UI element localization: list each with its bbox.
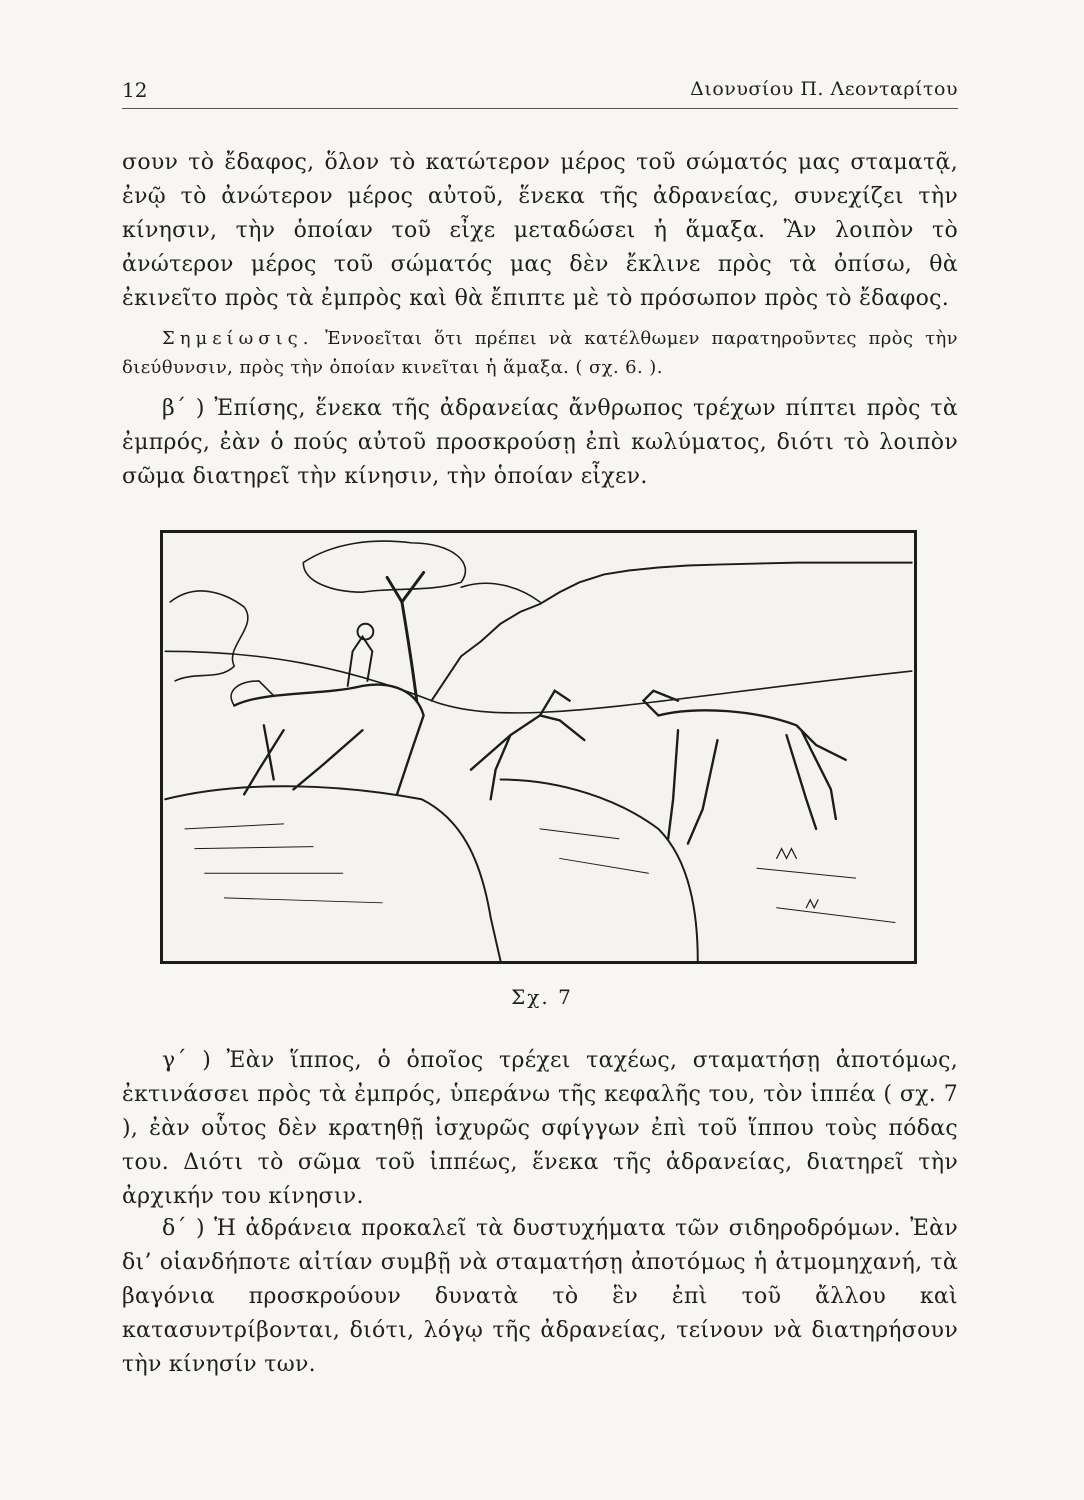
standing-horse bbox=[644, 691, 846, 844]
cloud-right bbox=[461, 583, 540, 602]
note-text: Ἐννοεῖται ὅτι πρέπει νὰ κατέλθωμεν παρατηροῦντες πρὸς τὴν διεύθυνσιν, πρὸς τὴν ὁποίαν κινεῖται ἡ ἅμαξα. ( σχ. 6. ). bbox=[122, 328, 959, 378]
note-label: Σημείωσις. bbox=[162, 328, 314, 349]
field-hatching bbox=[185, 824, 895, 923]
figure-illustration bbox=[160, 530, 917, 964]
page-number: 12 bbox=[122, 78, 148, 102]
paragraph-intro: σουν τὸ ἔδαφος, ὅλον τὸ κατώτερον μέρος τοῦ σώματός μας σταματᾷ, ἐνῷ τὸ ἀνώτερον μέρος αὐτοῦ, ἕνεκα τῆς ἀδρανείας, συνεχίζει τὴν κίνησιν, τὴν ὁποίαν τοῦ εἶχε μεταδώσει ἡ ἅμαξα. Ἂν λοιπὸν τὸ ἀνώτερον μέρος τοῦ σώματός μας δὲν ἔκλινε πρὸς τὰ ὀπίσω, θὰ ἐκινεῖτο πρὸς τὰ ἐμπρὸς καὶ θὰ ἔπιπτε μὲ τὸ πρόσωπον πρὸς τὸ ἔδαφος. bbox=[122, 150, 958, 311]
note-paragraph bbox=[122, 324, 958, 382]
figure-caption: Σχ. 7 bbox=[511, 985, 573, 1009]
horizon bbox=[165, 651, 912, 713]
grass-tufts bbox=[777, 849, 818, 908]
rider-horse-head bbox=[231, 681, 274, 706]
illustration-horse-rider-fall bbox=[163, 533, 914, 961]
rider-horse-body bbox=[234, 685, 423, 795]
page-header bbox=[122, 78, 958, 109]
ditch-right-bank bbox=[501, 780, 698, 961]
paragraph-delta: δ΄ ) Ἡ ἀδράνεια προκαλεῖ τὰ δυστυχήματα τῶν σιδηροδρόμων. Ἐὰν δι’ οἱανδήποτε αἰτίαν συμβῇ νὰ σταματήσῃ ἀποτόμως ἡ ἀτμομηχανή, τὰ βαγόνια προσκρούουν δυνατὰ τὸ ἓν ἐπὶ τοῦ ἄλλου καὶ κατασυντρίβονται, διότι, λόγῳ τῆς ἀδρανείας, τείνουν νὰ διατηρήσουν τὴν κίνησίν των. bbox=[122, 1216, 958, 1377]
cloud-left bbox=[170, 591, 248, 681]
tree-trunk bbox=[387, 572, 423, 700]
tree-foliage bbox=[303, 541, 465, 592]
falling-man bbox=[471, 691, 584, 799]
paragraph-gamma: γ΄ ) Ἐὰν ἵππος, ὁ ὁποῖος τρέχει ταχέως, σταματήσῃ ἀποτόμως, ἐκτινάσσει πρὸς τὰ ἐμπρός, ὑπεράνω τῆς κεφαλῆς του, τὸν ἱππέα ( σχ. 7 ), ἐὰν οὗτος δὲν κρατηθῇ ἰσχυρῶς σφίγγων ἐπὶ τοῦ ἵππου τοὺς πόδας του. Διότι τὸ σῶμα τοῦ ἱππέως, ἕνεκα τῆς ἀδρανείας, διατηρεῖ τὴν ἀρχικήν του κίνησιν. bbox=[122, 1048, 958, 1209]
running-head: Διονυσίου Π. Λεονταρίτου bbox=[690, 78, 958, 100]
paragraph-beta: β΄ ) Ἐπίσης, ἕνεκα τῆς ἀδρανείας ἄνθρωπος τρέχων πίπτει πρὸς τὰ ἐμπρός, ἐὰν ὁ πούς αὐτοῦ προσκρούσῃ ἐπὶ κωλύματος, διότι τὸ λοιπὸν σῶμα διατηρεῖ τὴν κίνησιν, τὴν ὁποίαν εἶχεν. bbox=[122, 396, 958, 489]
